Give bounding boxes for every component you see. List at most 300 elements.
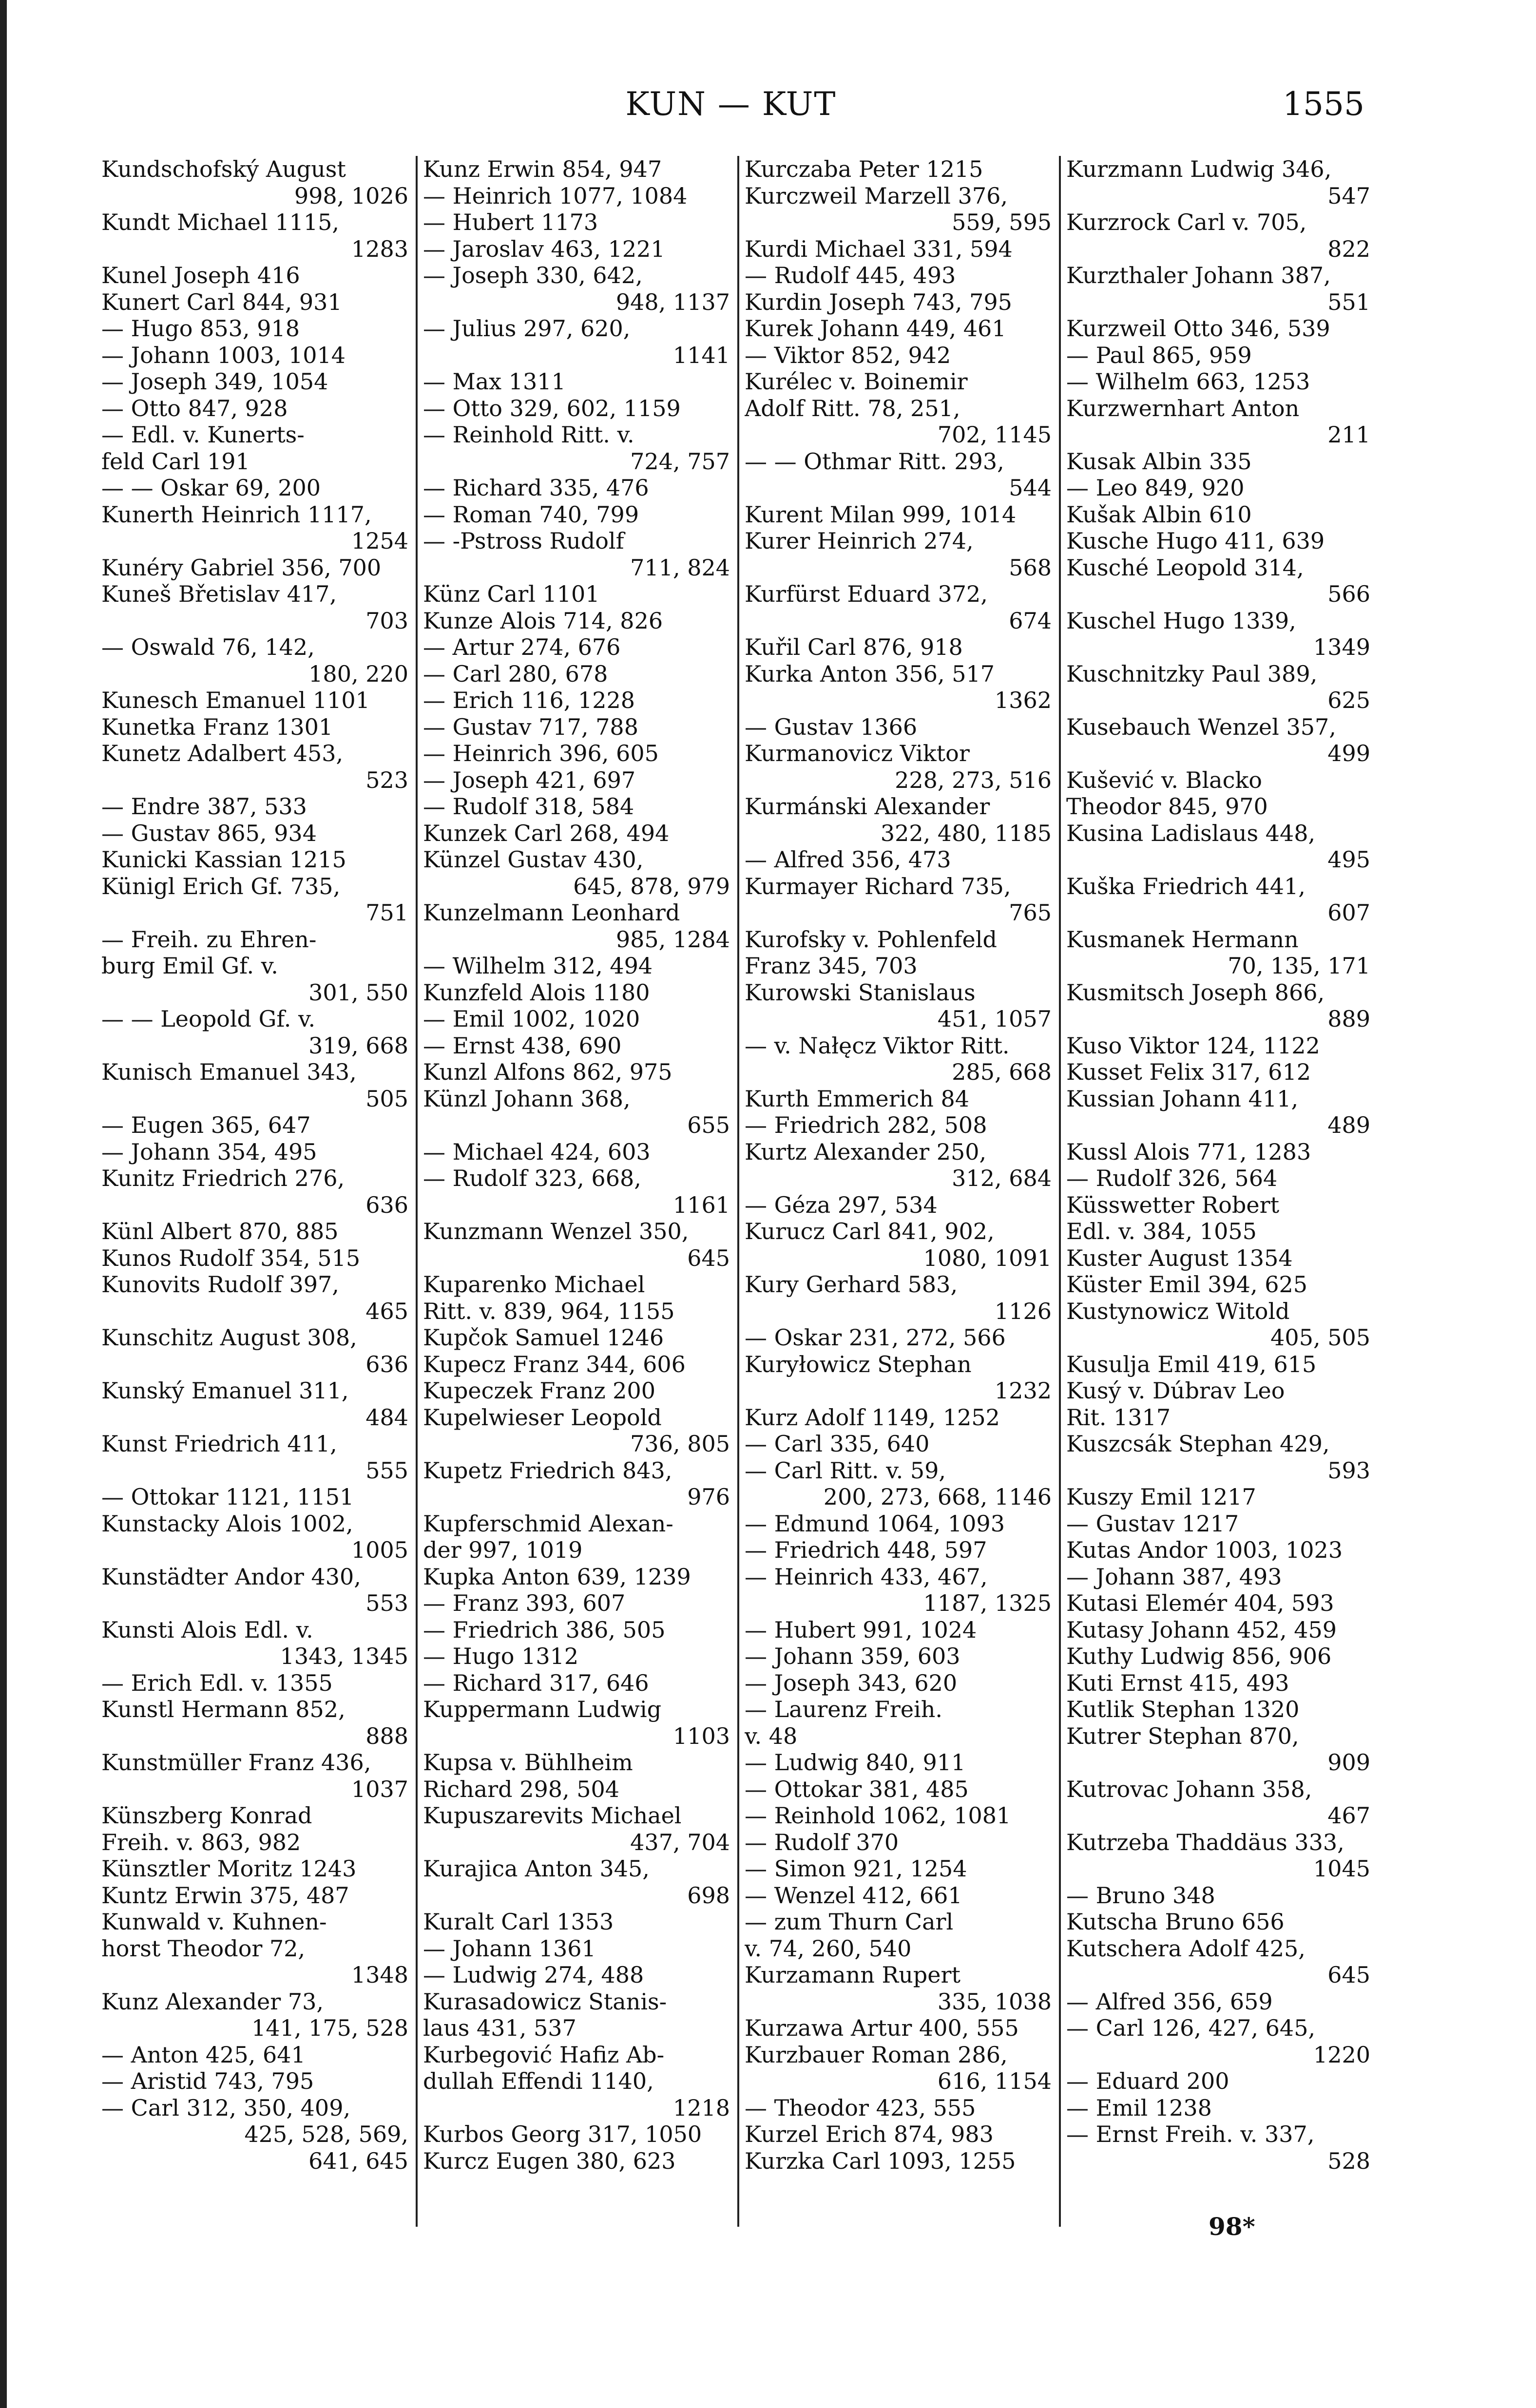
index-entry-line: — Reinhold 1062, 1081 (745, 1802, 1011, 1829)
index-entry-line: — Edl. v. Kunerts- (101, 421, 305, 448)
index-entry-line: horst Theodor 72, (101, 1935, 306, 1962)
index-entry-line: Kupferschmid Alexan- (423, 1510, 673, 1537)
index-entry-line: — Friedrich 386, 505 (423, 1616, 666, 1643)
index-entry-line: — Wilhelm 312, 494 (423, 953, 653, 979)
index-entry-line: Kusak Albin 335 (1066, 448, 1252, 475)
index-entry-line: — Leo 849, 920 (1066, 475, 1245, 501)
index-entry-line: Kunzek Carl 268, 494 (423, 820, 670, 846)
index-entry-line: — Franz 393, 607 (423, 1590, 626, 1616)
index-entry-line: Kupelwieser Leopold (423, 1404, 662, 1431)
index-entry-line: 1220 (1313, 2041, 1370, 2068)
index-entry-line: 1232 (994, 1377, 1052, 1404)
index-entry-line: — Viktor 852, 942 (745, 342, 951, 368)
index-entry-line: Kunz Alexander 73, (101, 1988, 324, 2015)
index-entry-line: — Otto 329, 602, 1159 (423, 395, 681, 421)
index-entry-line: Kurajica Anton 345, (423, 1855, 650, 1882)
index-entry-line: — Hubert 991, 1024 (745, 1616, 977, 1643)
index-entry-line: — Rudolf 445, 493 (745, 262, 956, 288)
index-entry-line: — Alfred 356, 473 (745, 846, 951, 873)
index-entry-line: Kusebauch Wenzel 357, (1066, 713, 1336, 740)
index-entry-line: Kutas Andor 1003, 1023 (1066, 1537, 1343, 1563)
index-entry-line: — Rudolf 370 (745, 1829, 899, 1855)
index-entry-line: — Carl 312, 350, 409, (101, 2094, 351, 2121)
index-entry-line: Kunetz Adalbert 453, (101, 740, 344, 766)
index-entry-line: 465 (365, 1298, 408, 1324)
index-columns (101, 156, 1370, 2227)
index-entry-line: Kunzl Alfons 862, 975 (423, 1059, 672, 1085)
index-entry-line: Kurucz Carl 841, 902, (745, 1218, 995, 1244)
index-entry-line: 528 (1327, 2147, 1370, 2174)
index-entry-line: — Endre 387, 533 (101, 793, 307, 820)
index-entry-line: 335, 1038 (937, 1988, 1052, 2015)
index-entry-line: Kunstl Hermann 852, (101, 1696, 346, 1722)
index-column-4 (1066, 156, 1370, 2227)
index-entry-line: Kupetz Friedrich 843, (423, 1457, 672, 1484)
index-entry-line: 703 (365, 607, 408, 634)
index-entry-line: — Alfred 356, 659 (1066, 1988, 1273, 2015)
index-entry-line: — Joseph 343, 620 (745, 1669, 958, 1696)
index-entry-line: — Paul 865, 959 (1066, 342, 1252, 368)
index-entry-line: Kunz Erwin 854, 947 (423, 156, 662, 182)
index-entry-line: 702, 1145 (937, 421, 1052, 448)
index-entry-line: 1141 (672, 342, 730, 368)
index-entry-line: 1103 (672, 1722, 730, 1749)
index-entry-line: Kurer Heinrich 274, (745, 528, 974, 554)
index-entry-line: — Richard 335, 476 (423, 475, 649, 501)
index-entry-line: 495 (1327, 846, 1370, 873)
index-entry-line: 405, 505 (1270, 1324, 1370, 1351)
index-entry-line: 301, 550 (308, 979, 408, 1006)
column-divider (1059, 156, 1061, 2227)
index-entry-line: Kuschnitzky Paul 389, (1066, 660, 1318, 687)
index-entry-line: Kunstädter Andor 430, (101, 1563, 361, 1590)
index-entry-line: Künszberg Konrad (101, 1802, 312, 1829)
index-entry-line: Kurz Adolf 1149, 1252 (745, 1404, 1000, 1431)
index-entry-line: Kunéry Gabriel 356, 700 (101, 554, 382, 581)
index-entry-line: Kušak Albin 610 (1066, 501, 1252, 528)
index-entry-line: 425, 528, 569, (244, 2121, 408, 2147)
index-entry-line: — zum Thurn Carl (745, 1909, 954, 1935)
index-entry-line: Theodor 845, 970 (1066, 793, 1268, 820)
index-entry-line: 1349 (1313, 634, 1370, 660)
index-entry-line: — Carl Ritt. v. 59, (745, 1457, 946, 1484)
index-entry-line: Kunzelmann Leonhard (423, 899, 680, 926)
index-entry-line: 555 (365, 1457, 408, 1484)
page-number: 1555 (1283, 85, 1364, 123)
index-entry-line: — — Leopold Gf. v. (101, 1006, 316, 1032)
index-column-1 (101, 156, 408, 2227)
index-entry-line: — Eduard 200 (1066, 2068, 1229, 2094)
index-entry-line: Künigl Erich Gf. 735, (101, 873, 341, 899)
index-entry-line: Kurzrock Carl v. 705, (1066, 209, 1307, 235)
index-entry-line: Kurowski Stanislaus (745, 979, 976, 1006)
index-entry-line: 553 (365, 1590, 408, 1616)
index-entry-line: 593 (1327, 1457, 1370, 1484)
index-entry-line: — Emil 1238 (1066, 2094, 1212, 2121)
index-entry-line: — Oskar 231, 272, 566 (745, 1324, 1006, 1351)
index-entry-line: Kupsa v. Bühlheim (423, 1749, 633, 1776)
index-entry-line: Kuralt Carl 1353 (423, 1909, 614, 1935)
index-entry-line: Rit. 1317 (1066, 1404, 1171, 1431)
index-entry-line: 544 (1009, 475, 1052, 501)
index-entry-line: Kunetka Franz 1301 (101, 713, 333, 740)
index-entry-line: Kutrovac Johann 358, (1066, 1776, 1312, 1802)
index-entry-line: 698 (687, 1882, 730, 1909)
index-entry-line: — Erich 116, 1228 (423, 687, 635, 713)
index-entry-line: — Julius 297, 620, (423, 315, 631, 342)
index-entry-line: 200, 273, 668, 1146 (823, 1484, 1052, 1510)
index-entry-line: Kunstacky Alois 1002, (101, 1510, 353, 1537)
index-entry-line: Künzl Johann 368, (423, 1085, 631, 1112)
index-entry-line: 1362 (994, 687, 1052, 713)
index-entry-line: — Ottokar 1121, 1151 (101, 1484, 354, 1510)
index-entry-line: — Gustav 1366 (745, 713, 918, 740)
index-entry-line: — Anton 425, 641 (101, 2041, 306, 2068)
index-entry-line: — Carl 126, 427, 645, (1066, 2015, 1316, 2041)
index-entry-line: Künzel Gustav 430, (423, 846, 644, 873)
index-entry-line: Kurofsky v. Pohlenfeld (745, 926, 997, 953)
index-entry-line: 822 (1327, 235, 1370, 262)
index-entry-line: Kupecz Franz 344, 606 (423, 1351, 686, 1377)
index-entry-line: — Heinrich 433, 467, (745, 1563, 988, 1590)
index-entry-line: Kuschel Hugo 1339, (1066, 607, 1296, 634)
index-entry-line: — Gustav 717, 788 (423, 713, 638, 740)
index-entry-line: 319, 668 (308, 1032, 408, 1059)
index-entry-line: 70, 135, 171 (1228, 953, 1370, 979)
index-entry-line: Kurasadowicz Stanis- (423, 1988, 667, 2015)
index-entry-line: — Ludwig 274, 488 (423, 1962, 644, 1988)
index-entry-line: Kuřil Carl 876, 918 (745, 634, 963, 660)
index-entry-line: Kuster August 1354 (1066, 1244, 1293, 1271)
index-entry-line: 636 (365, 1351, 408, 1377)
index-entry-line: Kunovits Rudolf 397, (101, 1271, 339, 1298)
index-entry-line: Kunschitz August 308, (101, 1324, 357, 1351)
column-divider (416, 156, 418, 2227)
index-entry-line: 1037 (351, 1776, 408, 1802)
index-entry-line: 711, 824 (630, 554, 730, 581)
index-entry-line: Kurzwernhart Anton (1066, 395, 1300, 421)
index-entry-line: 523 (365, 766, 408, 793)
index-entry-line: 568 (1009, 554, 1052, 581)
index-entry-line: 228, 273, 516 (895, 766, 1052, 793)
index-entry-line: Kurzmann Ludwig 346, (1066, 156, 1332, 182)
index-entry-line: Kussian Johann 411, (1066, 1085, 1299, 1112)
index-entry-line: laus 431, 537 (423, 2015, 576, 2041)
index-entry-line: 489 (1327, 1112, 1370, 1138)
index-entry-line: Kurzthaler Johann 387, (1066, 262, 1331, 288)
index-entry-line: — Ludwig 840, 911 (745, 1749, 966, 1776)
index-entry-line: — Emil 1002, 1020 (423, 1006, 640, 1032)
index-entry-line: Künz Carl 1101 (423, 581, 600, 607)
index-entry-line: Kupuszarevits Michael (423, 1802, 682, 1829)
index-entry-line: Kurzweil Otto 346, 539 (1066, 315, 1330, 342)
index-entry-line: Kutlik Stephan 1320 (1066, 1696, 1300, 1722)
index-entry-line: — Joseph 330, 642, (423, 262, 643, 288)
index-entry-line: 645 (1327, 1962, 1370, 1988)
index-entry-line: Kurka Anton 356, 517 (745, 660, 995, 687)
index-entry-line: Kusmanek Hermann (1066, 926, 1299, 953)
index-entry-line: 1187, 1325 (923, 1590, 1052, 1616)
index-entry-line: — Carl 335, 640 (745, 1431, 930, 1457)
index-entry-line: Kunel Joseph 416 (101, 262, 300, 288)
index-entry-line: feld Carl 191 (101, 448, 250, 475)
index-entry-line: — Erich Edl. v. 1355 (101, 1669, 333, 1696)
index-entry-line: Adolf Ritt. 78, 251, (745, 395, 960, 421)
index-entry-line: Kuszy Emil 1217 (1066, 1484, 1256, 1510)
index-entry-line: 889 (1327, 1006, 1370, 1032)
index-entry-line: Kundschofský August (101, 156, 346, 182)
index-column-2 (423, 156, 730, 2227)
index-column-3 (745, 156, 1052, 2227)
index-entry-line: — -Pstross Rudolf (423, 528, 624, 554)
index-entry-line: — Rudolf 326, 564 (1066, 1165, 1278, 1191)
index-entry-line: Kusmitsch Joseph 866, (1066, 979, 1325, 1006)
index-entry-line: Kuryłowicz Stephan (745, 1351, 972, 1377)
index-entry-line: v. 48 (745, 1722, 798, 1749)
index-entry-line: 985, 1284 (615, 926, 730, 953)
index-entry-line: Kuppermann Ludwig (423, 1696, 662, 1722)
index-entry-line: 467 (1327, 1802, 1370, 1829)
index-entry-line: — Jaroslav 463, 1221 (423, 235, 665, 262)
index-entry-line: Küsswetter Robert (1066, 1191, 1280, 1218)
index-entry-line: — Simon 921, 1254 (745, 1855, 967, 1882)
index-entry-line: 645, 878, 979 (573, 873, 730, 899)
index-entry-line: Künsztler Moritz 1243 (101, 1855, 357, 1882)
index-entry-line: — Bruno 348 (1066, 1882, 1215, 1909)
index-entry-line: Kuti Ernst 415, 493 (1066, 1669, 1289, 1696)
index-entry-line: 1080, 1091 (923, 1244, 1052, 1271)
index-entry-line: Kurélec v. Boinemir (745, 368, 968, 395)
index-entry-line: — Reinhold Ritt. v. (423, 421, 634, 448)
running-head: KUN — KUT (625, 85, 837, 123)
index-entry-line: Kunwald v. Kuhnen- (101, 1909, 327, 1935)
index-entry-line: Kupka Anton 639, 1239 (423, 1563, 691, 1590)
index-entry-line: Kunicki Kassian 1215 (101, 846, 346, 873)
index-entry-line: Kuntz Erwin 375, 487 (101, 1882, 349, 1909)
index-entry-line: — Laurenz Freih. (745, 1696, 943, 1722)
index-entry-line: Franz 345, 703 (745, 953, 918, 979)
index-entry-line: Kurzel Erich 874, 983 (745, 2121, 994, 2147)
index-entry-line: 1254 (351, 528, 408, 554)
index-entry-line: 645 (687, 1244, 730, 1271)
index-entry-line: 636 (365, 1191, 408, 1218)
index-entry-line: — Friedrich 282, 508 (745, 1112, 987, 1138)
index-entry-line: 499 (1327, 740, 1370, 766)
index-entry-line: Kusché Leopold 314, (1066, 554, 1304, 581)
index-entry-line: — Wilhelm 663, 1253 (1066, 368, 1310, 395)
index-entry-line: Kurzbauer Roman 286, (745, 2041, 1008, 2068)
index-entry-line: Kunsti Alois Edl. v. (101, 1616, 313, 1643)
index-entry-line: Kusina Ladislaus 448, (1066, 820, 1316, 846)
index-entry-line: 1348 (351, 1962, 408, 1988)
index-entry-line: 322, 480, 1185 (880, 820, 1052, 846)
index-entry-line: — Gustav 865, 934 (101, 820, 317, 846)
index-entry-line: — Ernst 438, 690 (423, 1032, 622, 1059)
index-entry-line: Kurzawa Artur 400, 555 (745, 2015, 1019, 2041)
index-entry-line: — Edmund 1064, 1093 (745, 1510, 1005, 1537)
index-entry-line: 641, 645 (308, 2147, 408, 2174)
index-entry-line: Kupčok Samuel 1246 (423, 1324, 664, 1351)
index-entry-line: 551 (1327, 288, 1370, 315)
index-entry-line: — Hugo 1312 (423, 1643, 579, 1669)
index-entry-line: Küster Emil 394, 625 (1066, 1271, 1307, 1298)
index-entry-line: — Freih. zu Ehren- (101, 926, 317, 953)
index-entry-line: 285, 668 (952, 1059, 1052, 1085)
index-entry-line: Kurtz Alexander 250, (745, 1138, 987, 1165)
index-entry-line: Kurent Milan 999, 1014 (745, 501, 1017, 528)
index-entry-line: Richard 298, 504 (423, 1776, 620, 1802)
index-entry-line: Kuška Friedrich 441, (1066, 873, 1306, 899)
index-entry-line: Kutrzeba Thaddäus 333, (1066, 1829, 1344, 1855)
index-entry-line: 312, 684 (952, 1165, 1052, 1191)
index-entry-line: — Michael 424, 603 (423, 1138, 651, 1165)
index-entry-line: Kurmanovicz Viktor (745, 740, 970, 766)
index-entry-line: Kunitz Friedrich 276, (101, 1165, 345, 1191)
index-entry-line: Kurbegović Hafiz Ab- (423, 2041, 665, 2068)
index-entry-line: Kury Gerhard 583, (745, 1271, 958, 1298)
index-entry-line: Kupeczek Franz 200 (423, 1377, 655, 1404)
index-entry-line: — Wenzel 412, 661 (745, 1882, 962, 1909)
index-entry-line: 976 (687, 1484, 730, 1510)
index-entry-line: 1126 (994, 1298, 1052, 1324)
index-entry-line: Kurdi Michael 331, 594 (745, 235, 1013, 262)
index-entry-line: — Joseph 421, 697 (423, 766, 636, 793)
index-entry-line: — Johann 1003, 1014 (101, 342, 346, 368)
index-entry-line: — — Oskar 69, 200 (101, 475, 321, 501)
signature-mark: 98* (1209, 2212, 1255, 2241)
index-entry-line: Kunzmann Wenzel 350, (423, 1218, 689, 1244)
index-entry-line: Kurmayer Richard 735, (745, 873, 1011, 899)
index-entry-line: Kuthy Ludwig 856, 906 (1066, 1643, 1332, 1669)
index-entry-line: — Theodor 423, 555 (745, 2094, 976, 2121)
index-entry-line: Kurth Emmerich 84 (745, 1085, 969, 1112)
index-entry-line: 674 (1009, 607, 1052, 634)
index-entry-line: — Ottokar 381, 485 (745, 1776, 969, 1802)
index-entry-line: burg Emil Gf. v. (101, 953, 278, 979)
index-entry-line: 625 (1327, 687, 1370, 713)
index-entry-line: 1161 (672, 1191, 730, 1218)
index-entry-line: — Hugo 853, 918 (101, 315, 300, 342)
index-entry-line: Kutasy Johann 452, 459 (1066, 1616, 1337, 1643)
index-entry-line: Kunisch Emanuel 343, (101, 1059, 357, 1085)
index-entry-line: — Johann 387, 493 (1066, 1563, 1282, 1590)
index-entry-line: Kundt Michael 1115, (101, 209, 340, 235)
index-entry-line: 948, 1137 (615, 288, 730, 315)
index-entry-line: — Richard 317, 646 (423, 1669, 649, 1696)
index-entry-line: Kurczweil Marzell 376, (745, 182, 1008, 209)
index-entry-line: 451, 1057 (937, 1006, 1052, 1032)
index-entry-line: Kurmánski Alexander (745, 793, 990, 820)
index-entry-line: Kutrer Stephan 870, (1066, 1722, 1299, 1749)
index-entry-line: Kunert Carl 844, 931 (101, 288, 342, 315)
index-entry-line: — Oswald 76, 142, (101, 634, 315, 660)
index-entry-line: — Eugen 365, 647 (101, 1112, 311, 1138)
index-entry-line: Ritt. v. 839, 964, 1155 (423, 1298, 675, 1324)
index-entry-line: Freih. v. 863, 982 (101, 1829, 301, 1855)
index-entry-line: Kuszcsák Stephan 429, (1066, 1431, 1330, 1457)
index-entry-line: dullah Effendi 1140, (423, 2068, 654, 2094)
index-entry-line: Kutasi Elemér 404, 593 (1066, 1590, 1334, 1616)
index-entry-line: 724, 757 (630, 448, 730, 475)
index-entry-line: Kurbos Georg 317, 1050 (423, 2121, 702, 2147)
index-entry-line: Kuparenko Michael (423, 1271, 645, 1298)
index-entry-line: Kunos Rudolf 354, 515 (101, 1244, 361, 1271)
index-entry-line: 1045 (1313, 1855, 1370, 1882)
index-entry-line: der 997, 1019 (423, 1537, 583, 1563)
index-entry-line: 180, 220 (308, 660, 408, 687)
index-entry-line: 888 (365, 1722, 408, 1749)
index-entry-line: 1218 (672, 2094, 730, 2121)
index-entry-line: — Rudolf 323, 668, (423, 1165, 641, 1191)
index-entry-line: — — Othmar Ritt. 293, (745, 448, 1004, 475)
index-entry-line: Künl Albert 870, 885 (101, 1218, 339, 1244)
index-entry-line: — Johann 1361 (423, 1935, 596, 1962)
index-entry-line: Kutschera Adolf 425, (1066, 1935, 1306, 1962)
index-entry-line: 751 (365, 899, 408, 926)
index-entry-line: Kurzamann Rupert (745, 1962, 960, 1988)
column-divider (737, 156, 739, 2227)
index-entry-line: — Géza 297, 534 (745, 1191, 938, 1218)
index-entry-line: Kunstmüller Franz 436, (101, 1749, 371, 1776)
index-entry-line: Kušević v. Blacko (1066, 766, 1262, 793)
index-entry-line: — Johann 359, 603 (745, 1643, 960, 1669)
index-entry-line: Kussl Alois 771, 1283 (1066, 1138, 1311, 1165)
index-entry-line: 909 (1327, 1749, 1370, 1776)
index-entry-line: 505 (365, 1085, 408, 1112)
index-entry-line: Kunst Friedrich 411, (101, 1431, 337, 1457)
index-entry-line: — Ernst Freih. v. 337, (1066, 2121, 1315, 2147)
index-entry-line: Kuso Viktor 124, 1122 (1066, 1032, 1320, 1059)
index-entry-line: Kusý v. Dúbrav Leo (1066, 1377, 1285, 1404)
index-entry-line: — Otto 847, 928 (101, 395, 288, 421)
index-entry-line: Kustynowicz Witold (1066, 1298, 1290, 1324)
index-entry-line: v. 74, 260, 540 (745, 1935, 912, 1962)
index-entry-line: — Friedrich 448, 597 (745, 1537, 987, 1563)
index-entry-line: Kuneš Břetislav 417, (101, 581, 337, 607)
index-entry-line: Kunesch Emanuel 1101 (101, 687, 370, 713)
index-entry-line: Edl. v. 384, 1055 (1066, 1218, 1257, 1244)
index-entry-line: — Aristid 743, 795 (101, 2068, 314, 2094)
index-entry-line: — Rudolf 318, 584 (423, 793, 634, 820)
index-entry-line: 1343, 1345 (280, 1643, 408, 1669)
index-entry-line: 616, 1154 (937, 2068, 1052, 2094)
index-entry-line: 607 (1327, 899, 1370, 926)
index-entry-line: — v. Nałęcz Viktor Ritt. (745, 1032, 1010, 1059)
index-entry-line: — Carl 280, 678 (423, 660, 608, 687)
index-entry-line: 765 (1009, 899, 1052, 926)
index-entry-line: 736, 805 (630, 1431, 730, 1457)
index-entry-line: 211 (1327, 421, 1370, 448)
index-entry-line: Kurdin Joseph 743, 795 (745, 288, 1012, 315)
index-entry-line: 655 (687, 1112, 730, 1138)
index-entry-line: Kusche Hugo 411, 639 (1066, 528, 1325, 554)
page-header (97, 85, 1364, 139)
index-entry-line: 484 (365, 1404, 408, 1431)
index-entry-line: 566 (1327, 581, 1370, 607)
index-entry-line: 1283 (351, 235, 408, 262)
index-entry-line: — Gustav 1217 (1066, 1510, 1239, 1537)
index-entry-line: Kurcz Eugen 380, 623 (423, 2147, 676, 2174)
index-entry-line: Kunzfeld Alois 1180 (423, 979, 650, 1006)
index-entry-line: 547 (1327, 182, 1370, 209)
index-entry-line: Kurek Johann 449, 461 (745, 315, 1006, 342)
index-entry-line: Kurczaba Peter 1215 (745, 156, 983, 182)
index-entry-line: Kutscha Bruno 656 (1066, 1909, 1285, 1935)
index-entry-line: — Heinrich 396, 605 (423, 740, 659, 766)
index-entry-line: 141, 175, 528 (251, 2015, 408, 2041)
scan-edge (0, 0, 7, 2408)
index-entry-line: Kusulja Emil 419, 615 (1066, 1351, 1317, 1377)
